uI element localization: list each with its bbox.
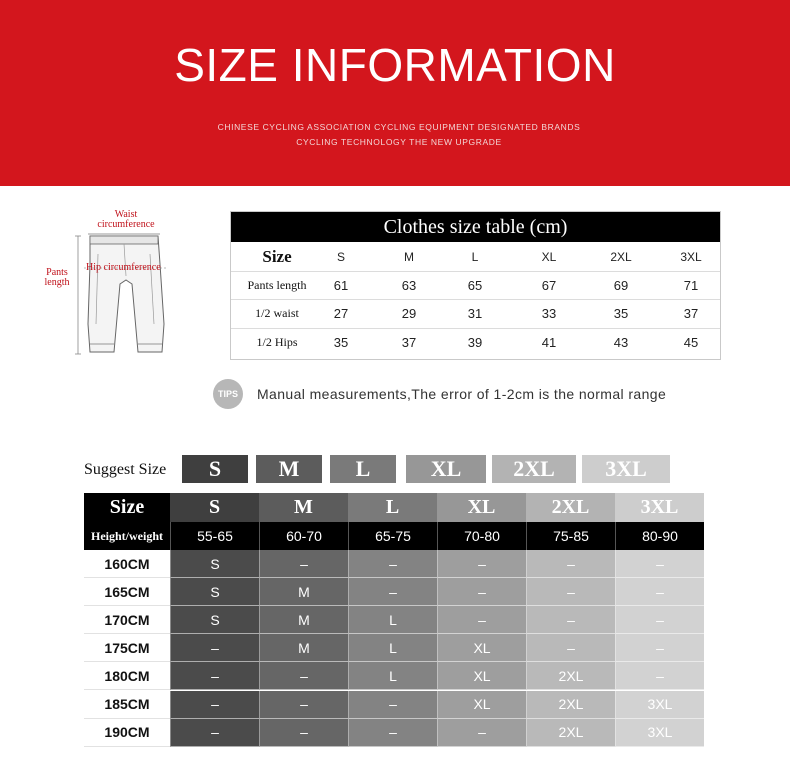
size-header-cell: M [404, 249, 414, 264]
row-label: 1/2 waist [255, 306, 299, 320]
table-cell: 41 [541, 335, 557, 350]
tips-badge-icon: TIPS [213, 379, 243, 409]
length-label-line1: Pants [46, 267, 68, 278]
suggest-size-m: M [256, 455, 322, 483]
grid-cell: S [170, 578, 259, 606]
grid-cell: S [170, 606, 259, 634]
suggest-size-l: L [330, 455, 396, 483]
grid-height-label: 170CM [84, 606, 170, 634]
suggest-size-label: Suggest Size [84, 461, 167, 478]
grid-size-header: 3XL [615, 493, 704, 522]
grid-size-header: L [348, 493, 437, 522]
grid-cell: M [259, 578, 348, 606]
hip-label: Hip circumference [86, 262, 161, 273]
row-label: Pants length [247, 278, 307, 292]
size-header-row [231, 242, 720, 271]
grid-cell: – [615, 662, 704, 690]
grid-size-header: S [170, 493, 259, 522]
grid-weight-cell: 65-75 [348, 522, 437, 550]
grid-weight-cell: 75-85 [526, 522, 615, 550]
grid-cell: XL [437, 662, 526, 690]
grid-height-label: 175CM [84, 634, 170, 662]
grid-cell: L [348, 662, 437, 690]
waist-label-line1: Waist [114, 209, 138, 220]
table-cell: 61 [333, 278, 349, 293]
grid-cell: – [259, 719, 348, 747]
size-header-cell: S [336, 249, 345, 264]
table-row [231, 299, 720, 327]
table-cell: 45 [683, 335, 699, 350]
grid-cell: 2XL [526, 691, 615, 719]
banner-subtitle-line1: CHINESE CYCLING ASSOCIATION CYCLING EQUIPMENT DESIGNATED BRANDS [217, 122, 581, 132]
grid-cell: – [437, 606, 526, 634]
grid-cell: – [348, 550, 437, 578]
table-cell: 67 [541, 278, 557, 293]
table-cell: 69 [613, 278, 629, 293]
grid-cell: – [437, 719, 526, 747]
grid-height-label: 190CM [84, 719, 170, 747]
grid-cell: – [615, 578, 704, 606]
grid-cell: M [259, 606, 348, 634]
grid-cell: – [348, 578, 437, 606]
grid-cell: 3XL [615, 719, 704, 747]
suggest-size-xl: XL [406, 455, 486, 483]
grid-weight-cell: 60-70 [259, 522, 348, 550]
grid-size-header: XL [437, 493, 526, 522]
table-cell: 71 [683, 278, 699, 293]
page-title: SIZE INFORMATION [174, 39, 616, 91]
grid-cell: – [348, 719, 437, 747]
waist-label-line2: circumference [97, 219, 155, 230]
size-header-cell: 2XL [610, 249, 632, 264]
size-header-label: Size [262, 246, 292, 266]
grid-cell: – [526, 550, 615, 578]
size-header-cell: XL [541, 249, 557, 264]
table-cell: 27 [333, 306, 349, 321]
clothes-table-title: Clothes size table (cm) [231, 212, 720, 242]
grid-weight-cell: 80-90 [615, 522, 704, 550]
grid-cell: M [259, 634, 348, 662]
grid-cell: – [615, 606, 704, 634]
grid-cell: – [437, 550, 526, 578]
grid-cell: – [170, 662, 259, 690]
suggest-size-3xl: 3XL [582, 455, 670, 483]
table-cell: 65 [467, 278, 483, 293]
banner-subtitle-line2: CYCLING TECHNOLOGY THE NEW UPGRADE [296, 137, 502, 147]
table-row [231, 271, 720, 299]
grid-cell: 3XL [615, 691, 704, 719]
row-label: 1/2 Hips [256, 335, 298, 349]
table-cell: 39 [467, 335, 483, 350]
grid-cell: – [259, 550, 348, 578]
table-cell: 35 [613, 306, 629, 321]
table-cell: 37 [683, 306, 699, 321]
table-cell: 63 [401, 278, 417, 293]
tips-text: Manual measurements,The error of 1-2cm is the normal range [257, 386, 667, 402]
grid-cell: – [615, 634, 704, 662]
grid-hw-label: Height/weight [84, 522, 170, 550]
table-cell: 33 [541, 306, 557, 321]
grid-cell: 2XL [526, 719, 615, 747]
length-label-line2: length [44, 277, 70, 288]
grid-cell: L [348, 606, 437, 634]
suggest-size-s: S [182, 455, 248, 483]
grid-cell: – [615, 550, 704, 578]
grid-cell: XL [437, 691, 526, 719]
pants-diagram [40, 204, 220, 364]
grid-cell: 2XL [526, 662, 615, 690]
grid-cell: S [170, 550, 259, 578]
grid-weight-cell: 70-80 [437, 522, 526, 550]
grid-weight-cell: 55-65 [170, 522, 259, 550]
grid-height-label: 165CM [84, 578, 170, 606]
grid-size-header: M [259, 493, 348, 522]
table-row [231, 328, 720, 356]
height-weight-grid [84, 493, 704, 747]
grid-size-label: Size [84, 493, 170, 522]
table-cell: 31 [467, 306, 483, 321]
suggest-size-2xl: 2XL [492, 455, 576, 483]
header-banner [0, 0, 790, 186]
grid-cell: XL [437, 634, 526, 662]
grid-cell: – [170, 634, 259, 662]
table-cell: 35 [333, 335, 349, 350]
grid-size-header: 2XL [526, 493, 615, 522]
grid-cell: L [348, 634, 437, 662]
table-cell: 29 [401, 306, 417, 321]
grid-cell: – [170, 719, 259, 747]
table-cell: 43 [613, 335, 629, 350]
grid-cell: – [348, 691, 437, 719]
table-cell: 37 [401, 335, 417, 350]
grid-cell: – [526, 606, 615, 634]
grid-cell: – [170, 691, 259, 719]
grid-height-label: 160CM [84, 550, 170, 578]
grid-cell: – [259, 691, 348, 719]
grid-cell: – [526, 578, 615, 606]
grid-cell: – [437, 578, 526, 606]
grid-cell: – [259, 662, 348, 690]
size-header-cell: 3XL [680, 249, 702, 264]
grid-height-label: 185CM [84, 691, 170, 719]
size-header-cell: L [471, 249, 479, 264]
grid-cell: – [526, 634, 615, 662]
clothes-size-table [230, 211, 721, 360]
grid-height-label: 180CM [84, 662, 170, 690]
